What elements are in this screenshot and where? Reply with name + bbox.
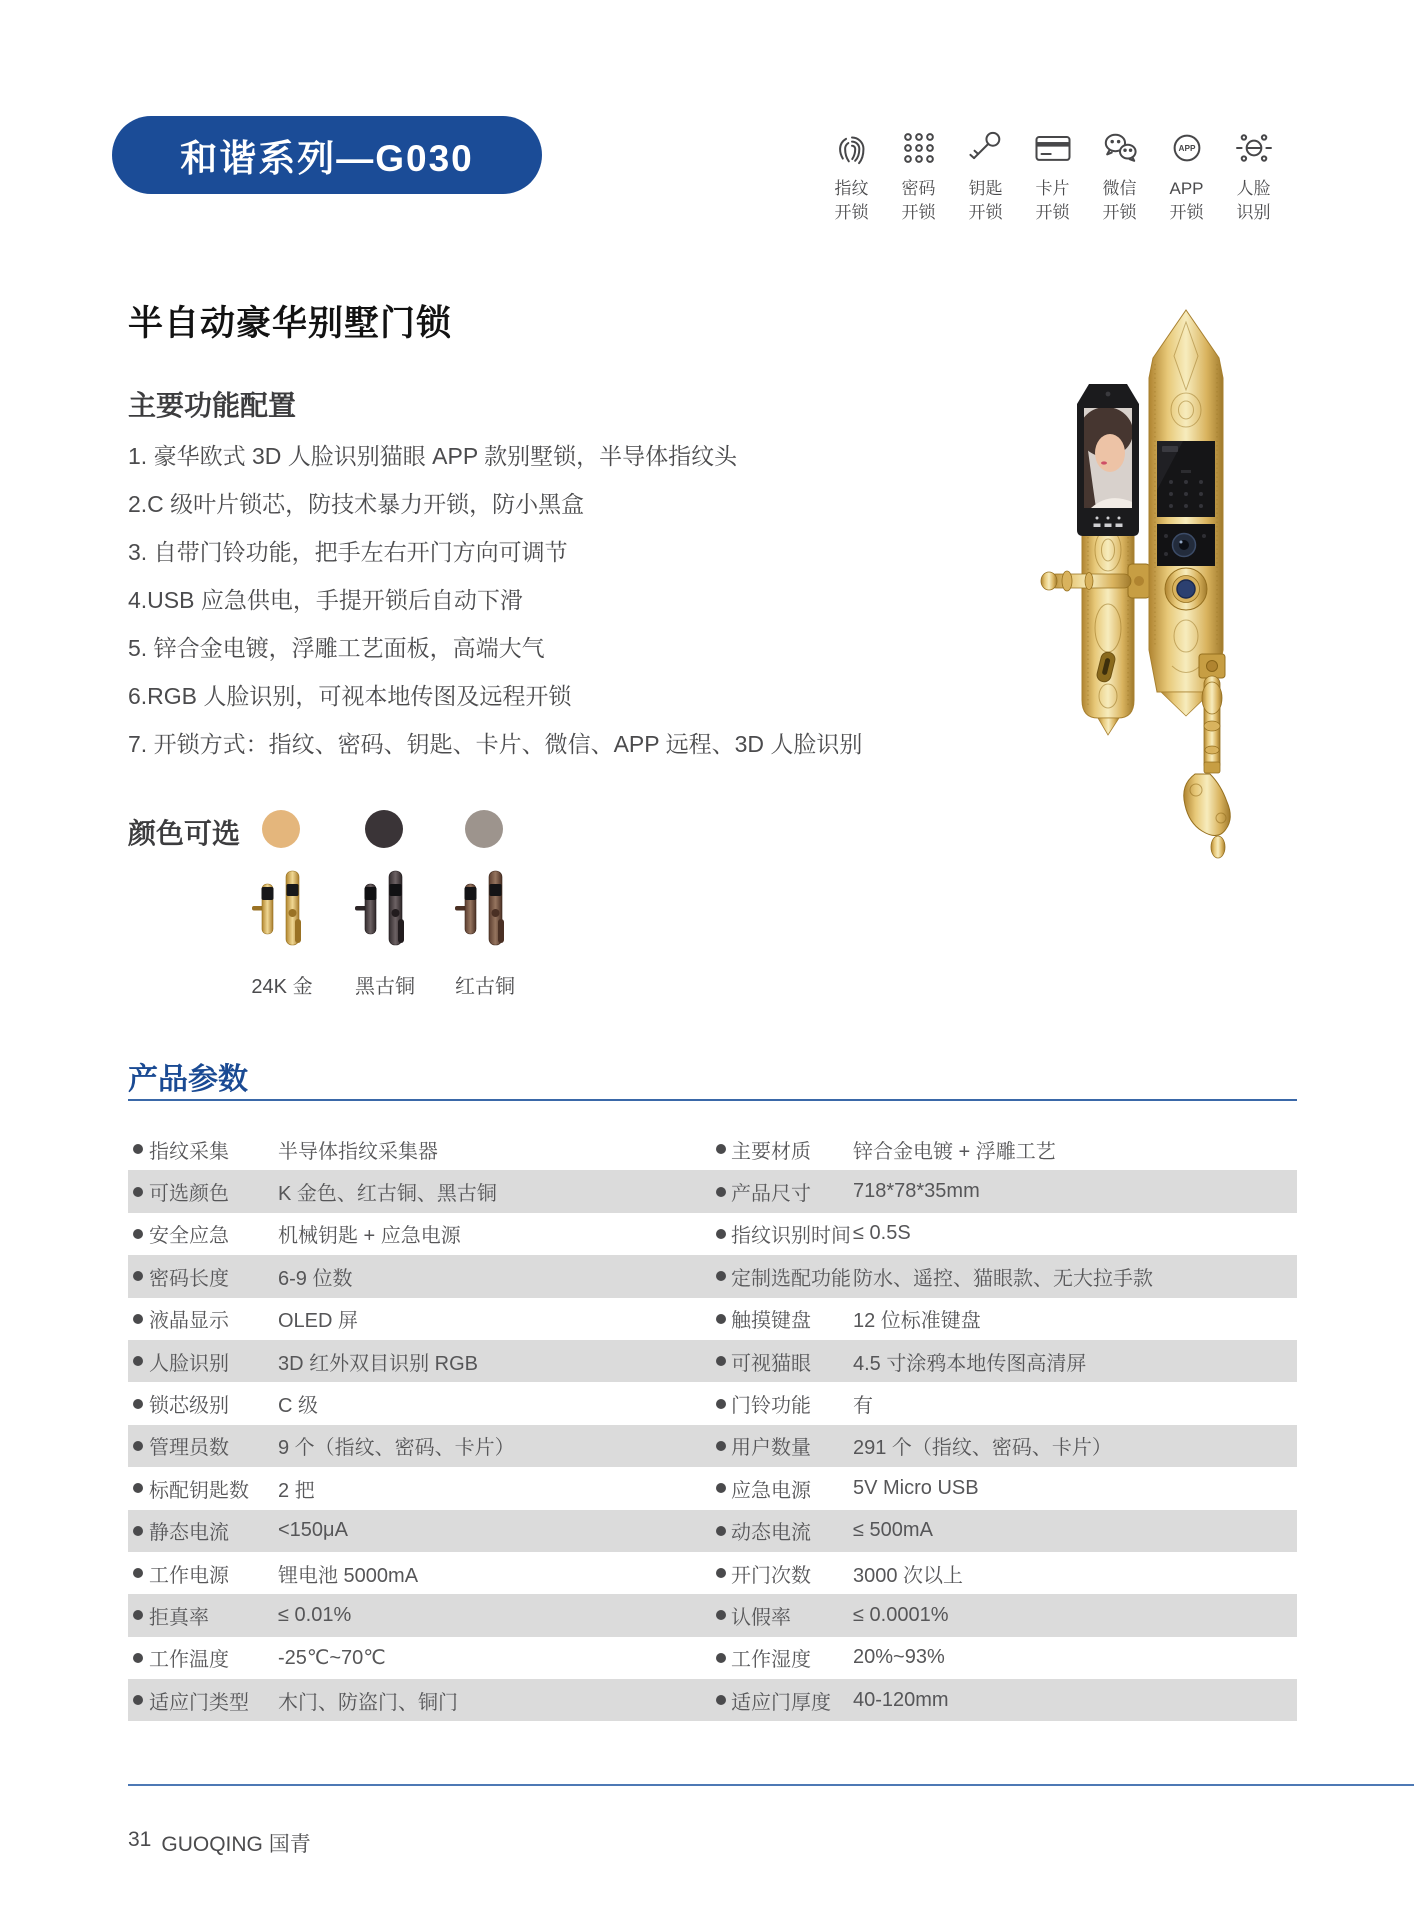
param-label: 人脸识别 (149, 1352, 229, 1375)
page-number: 31 (128, 1828, 152, 1851)
param-value: 锌合金电镀 + 浮雕工艺 (853, 1140, 1056, 1163)
unlock-label: 识别 (1236, 203, 1271, 222)
param-value: -25℃~70℃ (278, 1647, 386, 1670)
unlock-label: 开锁 (1035, 203, 1070, 222)
table-row (128, 1637, 1297, 1679)
app-icon (1165, 126, 1209, 175)
fingerprint-icon (830, 126, 874, 175)
param-value: OLED 屏 (278, 1310, 359, 1333)
unlock-method-app (1153, 126, 1220, 223)
keypad-icon (897, 126, 941, 175)
param-value: 718*78*35mm (853, 1180, 980, 1203)
param-label: 门铃功能 (731, 1395, 811, 1418)
unlock-method-key (952, 126, 1019, 223)
param-value: ≤ 0.01% (278, 1603, 352, 1626)
footer-divider (128, 1784, 1414, 1786)
param-value: ≤ 0.5S (853, 1222, 911, 1245)
unlock-label: 开锁 (834, 203, 869, 222)
bullet-icon (716, 1144, 726, 1154)
param-label: 锁芯级别 (149, 1395, 229, 1418)
wechat-icon (1098, 126, 1142, 175)
param-value: 40-120mm (853, 1688, 949, 1711)
colors-heading: 颜色可选 (128, 818, 241, 849)
app-icon-text: APP (1178, 144, 1195, 154)
card-icon (1031, 126, 1075, 175)
color-option-gold (232, 862, 332, 999)
param-value: 2 把 (278, 1479, 315, 1502)
param-value: 3000 次以上 (853, 1564, 964, 1587)
unlock-label: 开锁 (968, 203, 1003, 222)
param-label: 工作湿度 (731, 1649, 811, 1672)
param-label: 密码长度 (149, 1267, 229, 1290)
param-label: 指纹采集 (149, 1140, 229, 1163)
param-label: 适应门类型 (149, 1691, 249, 1714)
table-row (128, 1340, 1297, 1382)
param-label: 应急电源 (731, 1479, 811, 1502)
param-value: 木门、防盗门、铜门 (278, 1691, 458, 1714)
bullet-icon (133, 1144, 143, 1154)
bullet-icon (133, 1568, 143, 1578)
feature-item: 6.RGB 人脸识别，可视本地传图及远程开锁 (128, 682, 572, 709)
param-value: 锂电池 5000mA (278, 1564, 419, 1587)
unlock-label: 微信 (1102, 179, 1137, 198)
product-photo (985, 298, 1235, 873)
bullet-icon (133, 1399, 143, 1409)
param-value: K 金色、红古铜、黑古铜 (278, 1183, 497, 1206)
unlock-label: APP (1169, 179, 1204, 198)
param-label: 动态电流 (731, 1522, 811, 1545)
param-value: 3D 红外双目识别 RGB (278, 1352, 479, 1375)
bullet-icon (133, 1229, 143, 1239)
lock-thumbnail-black-bronze (355, 862, 415, 954)
unlock-methods-row (818, 126, 1287, 223)
bullet-icon (716, 1526, 726, 1536)
param-label: 标配钥匙数 (149, 1479, 249, 1502)
unlock-label: 卡片 (1035, 179, 1070, 198)
features-heading: 主要功能配置 (128, 390, 297, 421)
color-name: 红古铜 (455, 976, 515, 998)
bullet-icon (716, 1399, 726, 1409)
table-row (128, 1467, 1297, 1509)
bullet-icon (133, 1695, 143, 1705)
unlock-label: 开锁 (1102, 203, 1137, 222)
param-value: ≤ 0.0001% (853, 1603, 949, 1626)
unlock-label: 人脸 (1236, 179, 1271, 198)
param-label: 管理员数 (149, 1437, 229, 1460)
param-value: 防水、遥控、猫眼款、无大拉手款 (853, 1267, 1153, 1290)
bullet-icon (133, 1483, 143, 1493)
param-value: 有 (853, 1395, 873, 1418)
feature-item: 3. 自带门铃功能，把手左右开门方向可调节 (128, 538, 568, 565)
key-icon (964, 126, 1008, 175)
series-badge-label: 和谐系列—G030 (180, 138, 474, 179)
parameters-heading: 产品参数 (128, 1063, 248, 1096)
table-row (128, 1255, 1297, 1297)
param-label: 指纹识别时间 (731, 1225, 851, 1248)
unlock-method-face (1220, 126, 1287, 223)
bullet-icon (716, 1483, 726, 1493)
param-value: 4.5 寸涂鸦本地传图高清屏 (853, 1352, 1087, 1375)
param-label: 开门次数 (731, 1564, 811, 1587)
param-label: 工作电源 (149, 1564, 229, 1587)
product-title: 半自动豪华别墅门锁 (128, 304, 453, 343)
face-icon (1232, 126, 1276, 175)
bullet-icon (133, 1271, 143, 1281)
bullet-icon (716, 1356, 726, 1366)
param-value: 12 位标准键盘 (853, 1310, 981, 1333)
bullet-icon (716, 1187, 726, 1197)
param-label: 触摸键盘 (731, 1310, 811, 1333)
bullet-icon (716, 1314, 726, 1324)
param-label: 用户数量 (731, 1437, 811, 1460)
bullet-icon (716, 1229, 726, 1239)
table-row (128, 1510, 1297, 1552)
param-value: 机械钥匙 + 应急电源 (278, 1225, 461, 1248)
bullet-icon (716, 1695, 726, 1705)
param-value: 5V Micro USB (853, 1476, 979, 1499)
param-label: 工作温度 (149, 1649, 229, 1672)
unlock-label: 开锁 (1169, 203, 1204, 222)
lock-thumbnail-gold (252, 862, 312, 954)
lock-outdoor-panel (1149, 310, 1230, 858)
lock-indoor-panel (1041, 384, 1150, 735)
param-label: 可选颜色 (149, 1183, 229, 1206)
bullet-icon (133, 1356, 143, 1366)
color-name: 黑古铜 (355, 976, 415, 998)
color-option-red-bronze (435, 862, 535, 999)
param-value: 半导体指纹采集器 (278, 1140, 438, 1163)
param-label: 拒真率 (149, 1606, 209, 1629)
unlock-label: 密码 (901, 179, 936, 198)
feature-item: 2.C 级叶片锁芯，防技术暴力开锁，防小黑盒 (128, 490, 585, 517)
features-list (128, 430, 862, 766)
unlock-method-fingerprint (818, 126, 885, 223)
param-label: 适应门厚度 (731, 1691, 831, 1714)
param-value: 291 个（指纹、密码、卡片） (853, 1437, 1112, 1460)
bullet-icon (133, 1441, 143, 1451)
feature-item: 1. 豪华欧式 3D 人脸识别猫眼 APP 款别墅锁，半导体指纹头 (128, 442, 738, 469)
param-label: 可视猫眼 (731, 1352, 811, 1375)
parameters-table (128, 1128, 1297, 1721)
param-label: 安全应急 (149, 1225, 229, 1248)
param-label: 主要材质 (731, 1140, 811, 1163)
series-badge (112, 116, 542, 194)
unlock-method-wechat (1086, 126, 1153, 223)
table-row (128, 1298, 1297, 1340)
param-value: 6-9 位数 (278, 1267, 353, 1290)
param-value: <150μA (278, 1519, 348, 1542)
bullet-icon (133, 1610, 143, 1620)
table-row (128, 1679, 1297, 1721)
color-swatch-black-bronze (365, 810, 403, 848)
bullet-icon (716, 1610, 726, 1620)
color-name: 24K 金 (251, 976, 313, 998)
unlock-method-keypad (885, 126, 952, 223)
unlock-label: 开锁 (901, 203, 936, 222)
param-value: 20%~93% (853, 1646, 945, 1669)
param-value: 9 个（指纹、密码、卡片） (278, 1437, 515, 1460)
bullet-icon (716, 1653, 726, 1663)
feature-item: 4.USB 应急供电，手提开锁后自动下滑 (128, 586, 523, 613)
color-option-black-bronze (335, 862, 435, 999)
lock-thumbnail-red-bronze (455, 862, 515, 954)
table-row (128, 1170, 1297, 1212)
bullet-icon (133, 1314, 143, 1324)
table-row (128, 1128, 1297, 1170)
table-row (128, 1594, 1297, 1636)
bullet-icon (133, 1187, 143, 1197)
bullet-icon (716, 1441, 726, 1451)
table-row (128, 1552, 1297, 1594)
feature-item: 7. 开锁方式：指纹、密码、钥匙、卡片、微信、APP 远程、3D 人脸识别 (128, 730, 863, 757)
footer (128, 1828, 311, 1858)
param-label: 静态电流 (149, 1522, 229, 1545)
param-value: ≤ 500mA (853, 1519, 933, 1542)
param-label: 定制选配功能 (731, 1267, 851, 1290)
param-label: 液晶显示 (149, 1310, 229, 1333)
feature-item: 5. 锌合金电镀，浮雕工艺面板，高端大气 (128, 634, 545, 661)
color-swatch-gold (262, 810, 300, 848)
unlock-label: 指纹 (834, 179, 869, 198)
bullet-icon (133, 1653, 143, 1663)
unlock-method-card (1019, 126, 1086, 223)
unlock-label: 钥匙 (968, 179, 1003, 198)
bullet-icon (133, 1526, 143, 1536)
param-label: 认假率 (731, 1606, 791, 1629)
bullet-icon (716, 1271, 726, 1281)
table-row (128, 1382, 1297, 1424)
bullet-icon (716, 1568, 726, 1578)
table-row (128, 1425, 1297, 1467)
brand-name: GUOQING 国青 (161, 1833, 311, 1856)
table-row (128, 1213, 1297, 1255)
param-label: 产品尺寸 (731, 1183, 811, 1206)
color-swatch-red-bronze (465, 810, 503, 848)
param-value: C 级 (278, 1395, 318, 1418)
parameters-divider (128, 1099, 1297, 1101)
